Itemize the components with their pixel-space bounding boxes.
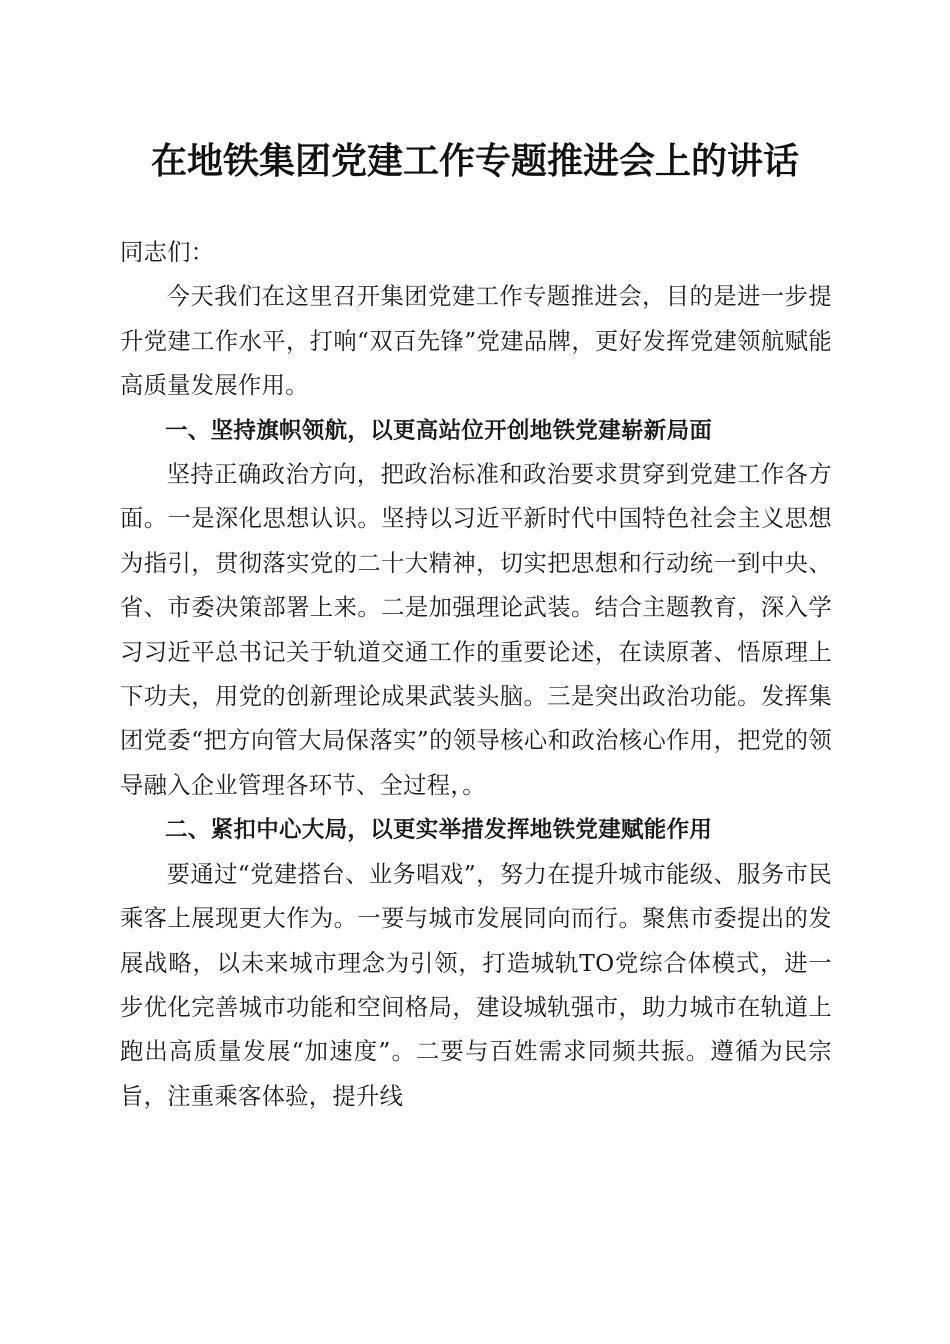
- salutation: 同志们：: [120, 239, 215, 266]
- document-title: 在地铁集团党建工作专题推进会上的讲话: [150, 140, 799, 182]
- section-body-1: 坚持正确政治方向，把政治标准和政治要求贯穿到党建工作各方面。一是深化思想认识。坚持以习近平新时代中国特色社会主义思想为指引，贯彻落实党的二十大精神，切实把思想和行动统一到中央、省、市委决策部署上来。二是加强理论武装。结合主题教育，深入学习习近平总书记关于轨道交通工作的重要论述，在读原著、悟原理上下功夫，用党的创新理论成果武装头脑。三是突出政治功能。发挥集团党委“把方向管大局保落实”的领导核心和政治核心作用，把党的领导融入企业管理各环节、全过程，。: [120, 461, 832, 799]
- section-heading-2: 二、紧扣中心大局，以更实举措发挥地铁党建赋能作用: [165, 817, 713, 844]
- intro-paragraph: 今天我们在这里召开集团党建工作专题推进会，目的是进一步提升党建工作水平，打响“双百先锋”党建品牌，更好发挥党建领航赋能高质量发展作用。: [120, 283, 832, 400]
- document-body: [120, 231, 832, 1119]
- section-heading-1: 一、坚持旗帜领航，以更高站位开创地铁党建崭新局面: [165, 417, 713, 444]
- section-body-2: 要通过“党建搭台、业务唱戏”，努力在提升城市能级、服务市民乘客上展现更大作为。一要与城市发展同向而行。聚焦市委提出的发展战略，以未来城市理念为引领，打造城轨TO党综合体模式，进一步优化完善城市功能和空间格局，建设城轨强市，助力城市在轨道上跑出高质量发展“加速度”。二要与百姓需求同频共振。遵循为民宗旨，注重乘客体验，提升线: [120, 860, 832, 1110]
